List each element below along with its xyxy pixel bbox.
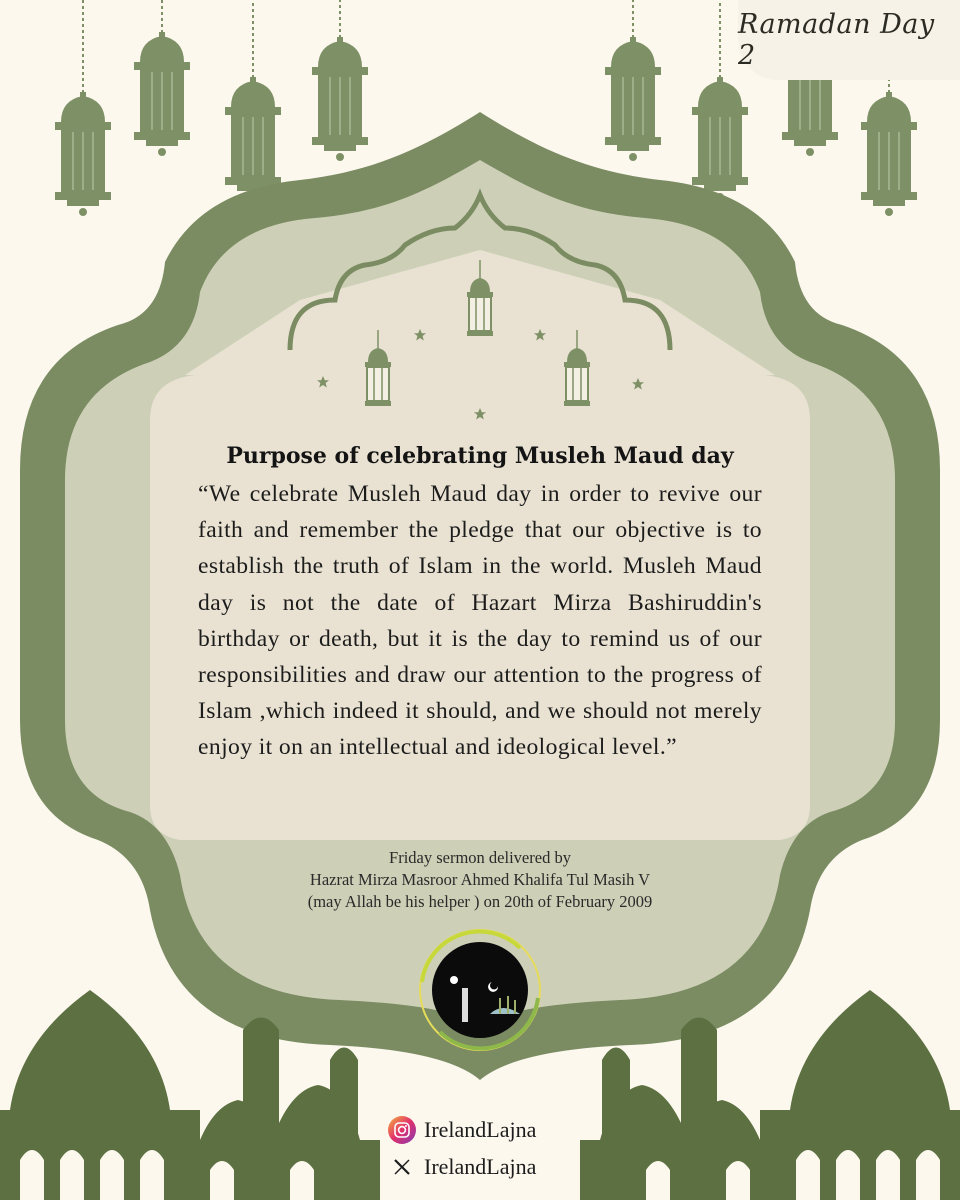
quote-text: “We celebrate Musleh Maud day in order to revive our faith and remember the pledge that our objective is to establish the truth of Islam in the world. Musleh Maud day is not the date of Hazart Mirza Bashiruddin's birthday or death, but it is the day to remind us of our responsibilities and draw our attention to the progress of Islam ,which indeed it should, and we should not merely enjoy it on an intellectual and ideological level.” [198,481,762,761]
x-handle-link[interactable] [388,1151,628,1183]
attribution-line-2: Hazrat Mirza Masroor Ahmed Khalifa Tul Masih V [309,870,651,889]
instagram-icon [388,1116,416,1144]
x-handle: IrelandLajna [424,1154,537,1179]
ramadan-day-badge [738,0,960,80]
x-icon [388,1153,416,1181]
instagram-handle: IrelandLajna [424,1117,537,1142]
instagram-handle-link[interactable] [388,1114,628,1146]
logo [420,930,540,1050]
post-title: Purpose of celebrating Musleh Maud day [226,443,734,469]
attribution-line-1: Friday sermon delivered by [389,848,571,867]
attribution [220,847,740,913]
badge-text: Ramadan Day 2 [738,9,935,71]
attribution-line-3: (may Allah be his helper ) on 20th of February 2009 [307,892,653,911]
